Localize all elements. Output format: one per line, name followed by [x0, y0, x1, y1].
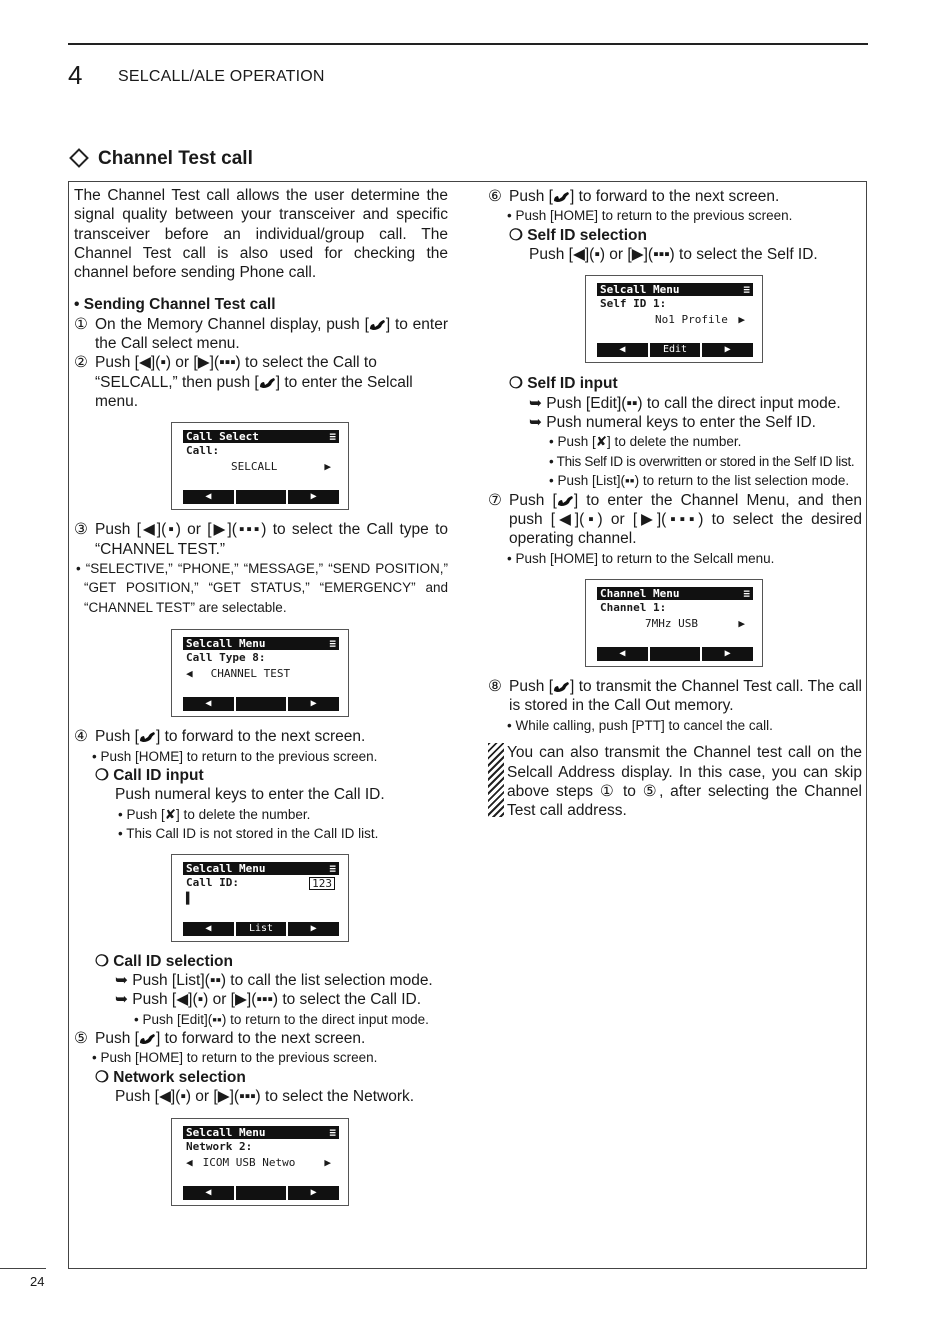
lcd-call-type: Selcall Menu ≡ Call Type 8: ◀ CHANNEL TEST ◀ ▶	[171, 629, 349, 717]
step-6-note: • Push [HOME] to return to the previous screen.	[507, 208, 793, 224]
call-key-icon	[259, 376, 276, 389]
chapter-title: SELCALL/ALE OPERATION	[118, 68, 325, 85]
memo-icon	[488, 743, 504, 817]
right-column	[488, 187, 862, 820]
page-number-rule	[0, 1268, 46, 1269]
call-id-badge: 123	[309, 877, 335, 890]
step-4-note: • Push [HOME] to return to the previous screen.	[92, 748, 378, 764]
intro-paragraph: The Channel Test call allows the user determine the signal quality between your transceiver and specific transceiver before an individual/group call. The Channel Test call is also used for checking the channel before sending Phone call.	[74, 187, 448, 282]
step-3-note: • “SELECTIVE,” “PHONE,” “MESSAGE,” “SEND POSITION,” “GET POSITION,” “GET STATUS,” “EMERGENCY” and “CHANNEL TEST” are selectable.	[76, 560, 448, 615]
callid-selection-heading: ❍ Call ID selection	[95, 952, 233, 970]
callid-input-text: Push numeral keys to enter the Call ID.	[115, 786, 385, 804]
lcd-fkey-left: ◀	[183, 490, 234, 504]
header-rule	[68, 43, 868, 45]
step-8-note: • While calling, push [PTT] to cancel the call.	[507, 717, 773, 733]
step-6: ⑥ Push [ ] to forward to the next screen.	[488, 188, 780, 205]
callid-note-2: • This Call ID is not stored in the Call ID list.	[118, 826, 379, 842]
step-5-note: • Push [HOME] to return to the previous screen.	[92, 1050, 378, 1066]
selfid-selection-heading: ❍ Self ID selection	[509, 226, 647, 244]
arrow-right-icon: ▶	[324, 460, 331, 474]
selfid-note-2: • This Self ID is overwritten or stored in the Self ID list.	[549, 453, 855, 469]
callid-sel-1: ➥ Push [List](▪▪) to call the list selection mode.	[115, 972, 433, 990]
selfid-input-2: ➥ Push numeral keys to enter the Self ID.	[529, 413, 816, 431]
call-key-icon	[557, 494, 574, 507]
callid-input-heading: ❍ Call ID input	[95, 767, 204, 785]
lcd-fkey-right: ▶	[288, 490, 339, 504]
left-column	[74, 186, 448, 1206]
lcd-fkey-center	[236, 490, 287, 504]
call-key-icon	[553, 680, 570, 693]
step-4: ④ Push [ ] to forward to the next screen.	[74, 728, 366, 746]
lcd-call-id: Selcall Menu ≡ Call ID: 123 ▌ ◀ List ▶	[171, 854, 349, 942]
callid-sel-note: • Push [Edit](▪▪) to return to the direct input mode.	[134, 1011, 429, 1027]
lcd-call-select	[171, 422, 349, 510]
memo-text: You can also transmit the Channel test call on the Selcall Address display. In this case, you can skip above steps ① to ⑤, after selecting the Channel Test call address.	[507, 744, 862, 820]
lcd-self-id: Selcall Menu ≡ Self ID 1: No1 Profile ▶ ◀ Edit ▶	[585, 275, 763, 363]
lcd-line1: Call:	[186, 444, 220, 458]
sub-heading: • Sending Channel Test call	[74, 296, 276, 314]
section-heading	[68, 148, 253, 170]
diamond-icon	[69, 148, 89, 168]
callid-sel-2: ➥ Push [◀](▪) or [▶](▪▪▪) to select the Call ID.	[115, 991, 422, 1009]
section-title: Channel Test call	[98, 148, 253, 169]
arrow-left-icon: ◀	[186, 667, 193, 681]
selfid-note-1: • Push [✘] to delete the number.	[549, 434, 742, 450]
lcd-title: Call Select	[186, 430, 259, 444]
menu-icon: ≡	[329, 430, 336, 444]
step-1: ① On the Memory Channel display, push [ ] to enter the Call select menu.	[74, 315, 448, 353]
page-number: 24	[30, 1274, 45, 1289]
selfid-input-heading: ❍ Self ID input	[509, 375, 618, 393]
selfid-selection-text: Push [◀](▪) or [▶](▪▪▪) to select the Self ID.	[529, 246, 818, 264]
lcd-channel: Channel Menu ≡ Channel 1: 7MHz USB ▶ ◀ ▶	[585, 579, 763, 667]
network-heading: ❍ Network selection	[95, 1068, 246, 1086]
step-7-note: • Push [HOME] to return to the Selcall menu.	[507, 550, 775, 566]
input-cursor: ▌	[186, 891, 193, 905]
step-3: ③ Push [◀](▪) or [▶](▪▪▪) to select the Call type to “CHANNEL TEST.”	[74, 521, 448, 558]
callid-note-1: • Push [✘] to delete the number.	[118, 806, 311, 822]
step-2: ② Push [◀](▪) or [▶](▪▪▪) to select the Call to “SELCALL,” then push [ ] to enter the Selcall menu.	[74, 354, 413, 410]
network-text: Push [◀](▪) or [▶](▪▪▪) to select the Network.	[115, 1088, 415, 1106]
memo-box	[488, 743, 862, 820]
step-8: ⑧ Push [ ] to transmit the Channel Test call. The call is stored in the Call Out memory.	[488, 678, 862, 715]
step-5: ⑤ Push [ ] to forward to the next screen.	[74, 1030, 366, 1048]
selfid-input-1: ➥ Push [Edit](▪▪) to call the direct input mode.	[529, 394, 841, 412]
selfid-note-3: • Push [List](▪▪) to return to the list selection mode.	[549, 473, 850, 489]
chapter-number: 4	[68, 60, 83, 90]
call-key-icon	[369, 318, 386, 331]
call-key-icon	[139, 730, 156, 743]
lcd-network: Selcall Menu ≡ Network 2: ◀ ICOM USB Netwo ▶ ◀ ▶	[171, 1118, 349, 1206]
step-7: ⑦ Push [ ] to enter the Channel Menu, and then push [◀](▪) or [▶](▪▪▪) to select the desired operating channel.	[488, 491, 862, 548]
call-key-icon	[553, 190, 570, 203]
lcd-line2: SELCALL ▶	[231, 460, 331, 474]
call-key-icon	[139, 1032, 156, 1045]
